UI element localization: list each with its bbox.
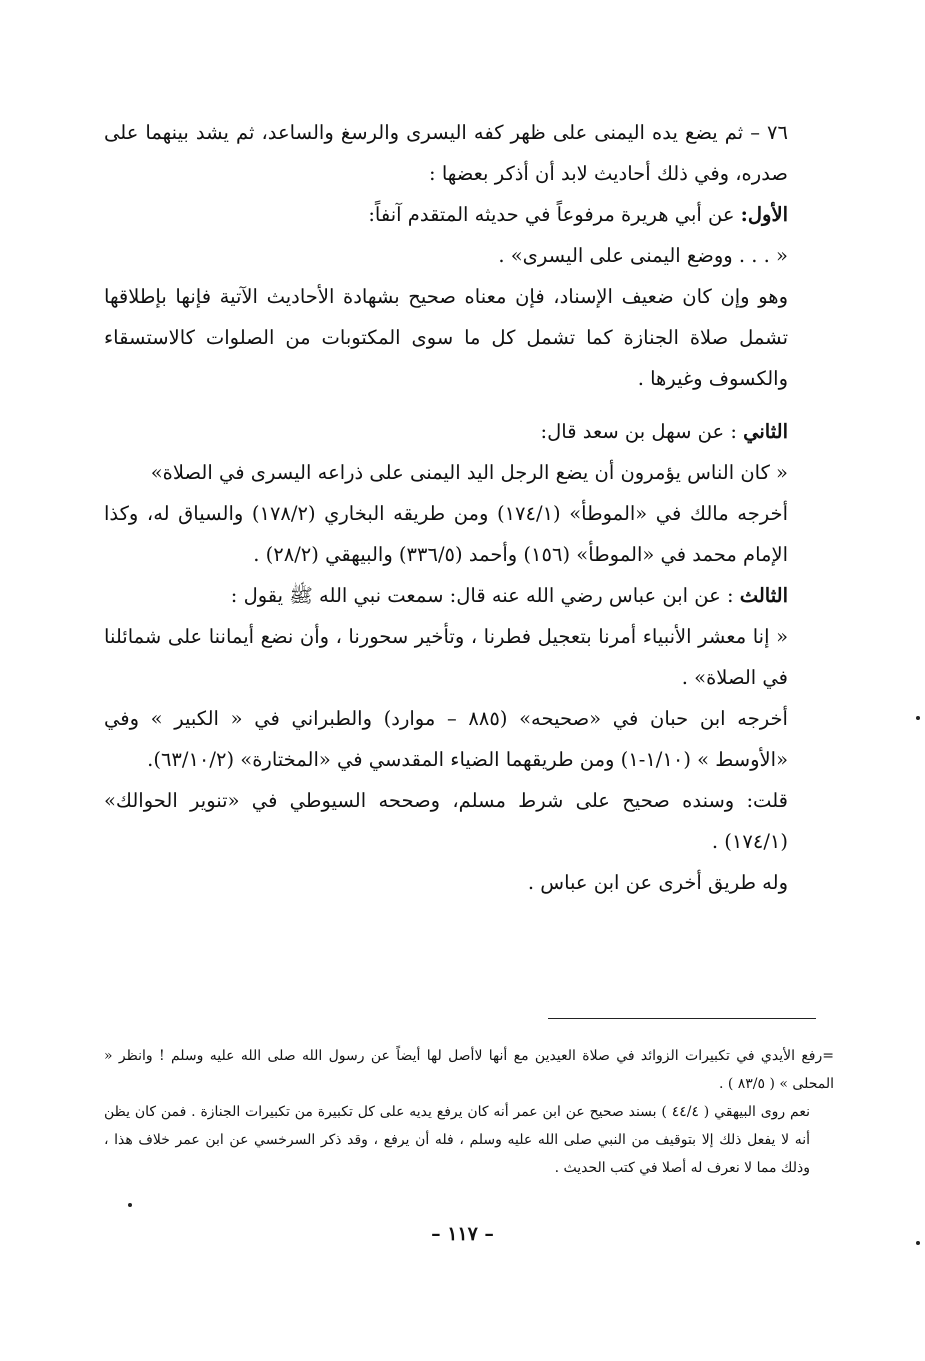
footnote-divider (548, 1018, 816, 1019)
second-text: : عن سهل بن سعد قال: (540, 420, 744, 443)
first-commentary: وهو وإن كان ضعيف الإسناد، فإن معناه صحيح بشهادة الأحاديث الآتية فإنها بإطلاقها تشمل صلاة الجنازة كما تشمل كل ما سوى المكتوبات من الصلوات كالاستسقاء والكسوف وغيرها . (104, 285, 788, 390)
hadith-third-heading (104, 575, 834, 616)
hadith-second-quote: « كان الناس يؤمرون أن يضع الرجل اليد اليمنى على ذراعه اليسرى في الصلاة» (150, 461, 788, 484)
margin-dot (916, 716, 920, 720)
first-label: الأول: (740, 203, 788, 226)
paragraph-76-intro: ٧٦ – ثم يضع يده اليمنى على ظهر كفه اليسرى والرسغ والساعد، ثم يشد بينهما على صدره، وفي ذلك أحاديث لابد أن أذكر بعضها : (104, 121, 788, 185)
margin-dot (128, 1203, 132, 1207)
hadith-first-heading (104, 194, 834, 235)
second-label: الثاني (743, 420, 788, 443)
third-text: : عن ابن عباس رضي الله عنه قال: سمعت نبي الله ﷺ يقول : (230, 584, 740, 607)
another-route: وله طريق أخرى عن ابن عباس . (527, 871, 788, 894)
footnote-continuation: =رفع الأيدي في تكبيرات الزوائد في صلاة العيدين مع أنها لاأصل لها أيضاً عن رسول الله صلى الله عليه وسلم ! وانظر « المحلى » ( ٨٣/٥ ) . (104, 1048, 834, 1092)
page-number: – ١١٧ – (431, 1223, 494, 1245)
hadith-third-quote: « إنا معشر الأنبياء أمرنا بتعجيل فطرنا ، وتأخير سحورنا ، وأن نضع أيماننا على شمائلنا في الصلاة» . (104, 625, 788, 689)
footnotes (104, 1042, 834, 1182)
third-takhrij: أخرجه ابن حبان في «صحيحه» (٨٨٥ – موارد) والطبراني في « الكبير » وفي «الأوسط » (١/١٠-١) ومن طريقهما الضياء المقدسي في «المختارة» (٦٣/١٠/٢). (104, 707, 788, 771)
margin-dot (916, 1241, 920, 1245)
third-label: الثالث (739, 584, 788, 607)
main-text (104, 112, 834, 903)
first-text: عن أبي هريرة مرفوعاً في حديثه المتقدم آنفاً: (368, 203, 741, 226)
footnote-bayhaqi: نعم روى البيهقي ( ٤٤/٤ ) بسند صحيح عن ابن عمر أنه كان يرفع يديه على كل تكبيرة من تكبيرات الجنازة . فمن كان يظن أنه لا يفعل ذلك إلا بتوقيف من النبي صلى الله عليه وسلم ، فله أن يرفع ، وقد ذكر السرخسي عن ابن عمر خلاف هذا ، وذلك مما لا نعرف له أصلا في كتب الحديث . (104, 1104, 810, 1176)
second-takhrij: أخرجه مالك في «الموطأ» (١٧٤/١) ومن طريقه البخاري (١٧٨/٢) والسياق له، وكذا الإمام محمد في «الموطأ» (١٥٦) وأحمد (٣٣٦/٥) والبيهقي (٢٨/٢) . (104, 502, 788, 566)
hadith-first-quote: « . . . ووضع اليمنى على اليسرى» . (498, 244, 788, 267)
author-comment: قلت: وسنده صحيح على شرط مسلم، وصححه السيوطي في «تنوير الحوالك» (١٧٤/١) . (104, 789, 788, 853)
hadith-second-heading (104, 411, 834, 452)
